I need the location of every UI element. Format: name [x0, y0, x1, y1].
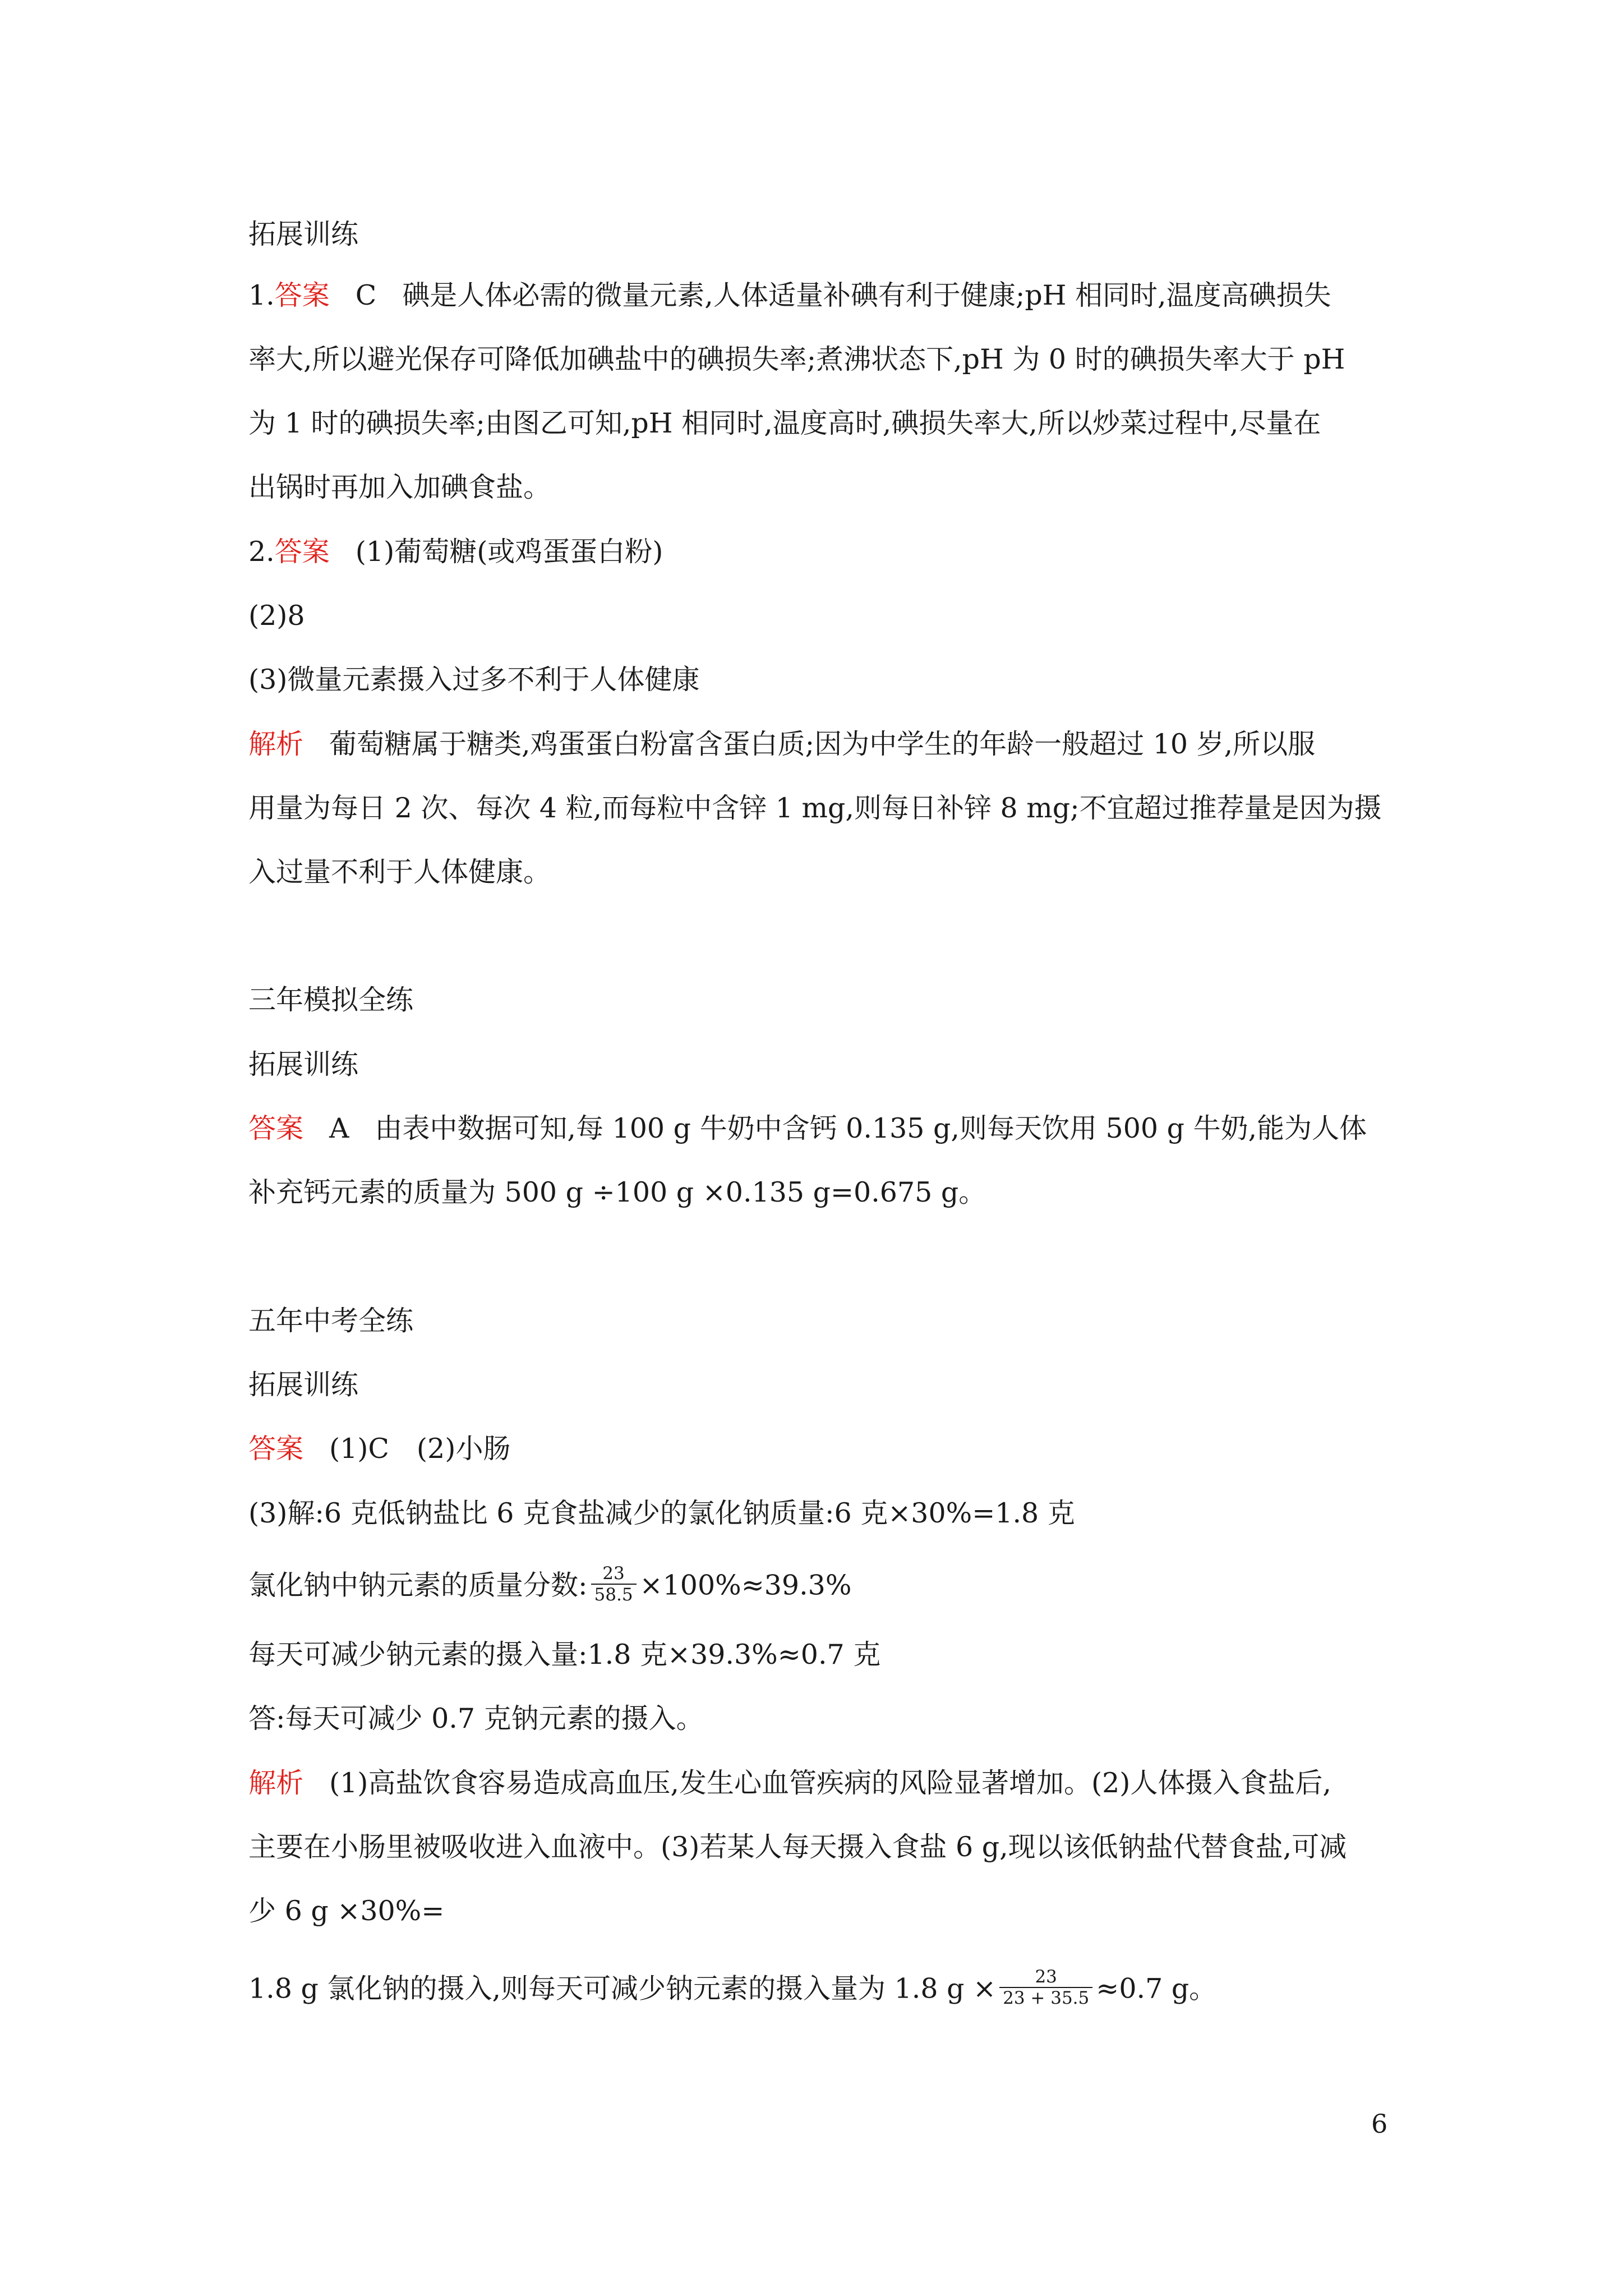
fraction: [999, 1967, 1092, 2008]
explanation-text: 碘是人体必需的微量元素,人体适量补碘有利于健康;pH 相同时,温度高碘损失: [402, 279, 1331, 311]
section-title: 三年模拟全练: [248, 984, 414, 1016]
solution-line: 每天可减少钠元素的摄入量:1.8 克×39.3%≈0.7 克: [248, 1639, 881, 1671]
solution-line: [248, 1563, 1381, 1608]
analysis-paragraph: [248, 1766, 1381, 1800]
analysis-text: 主要在小肠里被吸收进入血液中。(3)若某人每天摄入食盐 6 g,现以该低钠盐代替食盐,可减: [248, 1831, 1347, 1863]
analysis-label: 解析: [248, 728, 304, 760]
fraction-denominator: 58.5: [591, 1584, 637, 1605]
page-number: 6: [1371, 2109, 1388, 2139]
solution-text: ×100%≈39.3%: [639, 1569, 852, 1602]
answer-paragraph: [248, 1432, 1381, 1466]
fraction: [591, 1563, 637, 1605]
answer-text: (1)C (2)小肠: [329, 1433, 511, 1465]
explanation-text: 出锅时再加入加碘食盐。: [248, 471, 551, 503]
question-2-answer: [248, 535, 1381, 569]
answer-label: 答案: [274, 279, 330, 311]
section-heading: 拓展训练: [248, 218, 359, 250]
explanation-text: 率大,所以避光保存可降低加碘盐中的碘损失率;煮沸状态下,pH 为 0 时的碘损失率大于 pH: [248, 343, 1345, 375]
solution-line: 答:每天可减少 0.7 克钠元素的摄入。: [248, 1703, 704, 1734]
solution-line: (3)解:6 克低钠盐比 6 克食盐减少的氯化钠质量:6 克×30%=1.8 克: [248, 1497, 1075, 1529]
analysis-text: 少 6 g ×30%=: [248, 1895, 445, 1927]
answer-text: (1)葡萄糖(或鸡蛋蛋白粉): [355, 536, 663, 568]
question-number: 1.: [248, 279, 275, 311]
explanation-text: 由表中数据可知,每 100 g 牛奶中含钙 0.135 g,则每天饮用 500 g 牛奶,能为人体: [375, 1112, 1367, 1144]
answer-label: 答案: [248, 1112, 304, 1144]
section-title: 五年中考全练: [248, 1305, 414, 1337]
analysis-line: [248, 1967, 1381, 2012]
analysis-text: 用量为每日 2 次、每次 4 粒,而每粒中含锌 1 mg,则每日补锌 8 mg;不宜超过推荐量是因为摄: [248, 792, 1382, 824]
analysis-text: 1.8 g 氯化钠的摄入,则每天可减少钠元素的摄入量为 1.8 g ×: [248, 1972, 997, 2005]
answer-paragraph: [248, 1112, 1381, 1145]
answer-choice: A: [329, 1112, 349, 1144]
analysis-text: 入过量不利于人体健康。: [248, 856, 551, 888]
analysis-label: 解析: [248, 1767, 304, 1799]
answer-choice: C: [355, 279, 377, 311]
question-1-answer: [248, 279, 1381, 312]
answer-text: (3)微量元素摄入过多不利于人体健康: [248, 664, 700, 696]
fraction-denominator: 23 + 35.5: [999, 1987, 1092, 2008]
analysis-text: (1)高盐饮食容易造成高血压,发生心血管疾病的风险显著增加。(2)人体摄入食盐后,: [329, 1767, 1331, 1799]
analysis-paragraph: [248, 728, 1381, 761]
fraction-numerator: 23: [602, 1563, 625, 1584]
section-heading: 拓展训练: [248, 1369, 359, 1401]
question-number: 2.: [248, 536, 275, 568]
answer-text: (2)8: [248, 600, 305, 632]
explanation-text: 为 1 时的碘损失率;由图乙可知,pH 相同时,温度高时,碘损失率大,所以炒菜过程中,尽量在: [248, 407, 1321, 439]
answer-label: 答案: [274, 536, 330, 568]
explanation-text: 补充钙元素的质量为 500 g ÷100 g ×0.135 g=0.675 g。: [248, 1176, 986, 1208]
fraction-numerator: 23: [1035, 1967, 1057, 1987]
answer-label: 答案: [248, 1433, 304, 1465]
analysis-text: ≈0.7 g。: [1096, 1972, 1217, 2005]
section-heading: 拓展训练: [248, 1048, 359, 1080]
analysis-text: 葡萄糖属于糖类,鸡蛋蛋白粉富含蛋白质;因为中学生的年龄一般超过 10 岁,所以服: [329, 728, 1316, 760]
solution-text: 氯化钠中钠元素的质量分数:: [248, 1569, 588, 1602]
